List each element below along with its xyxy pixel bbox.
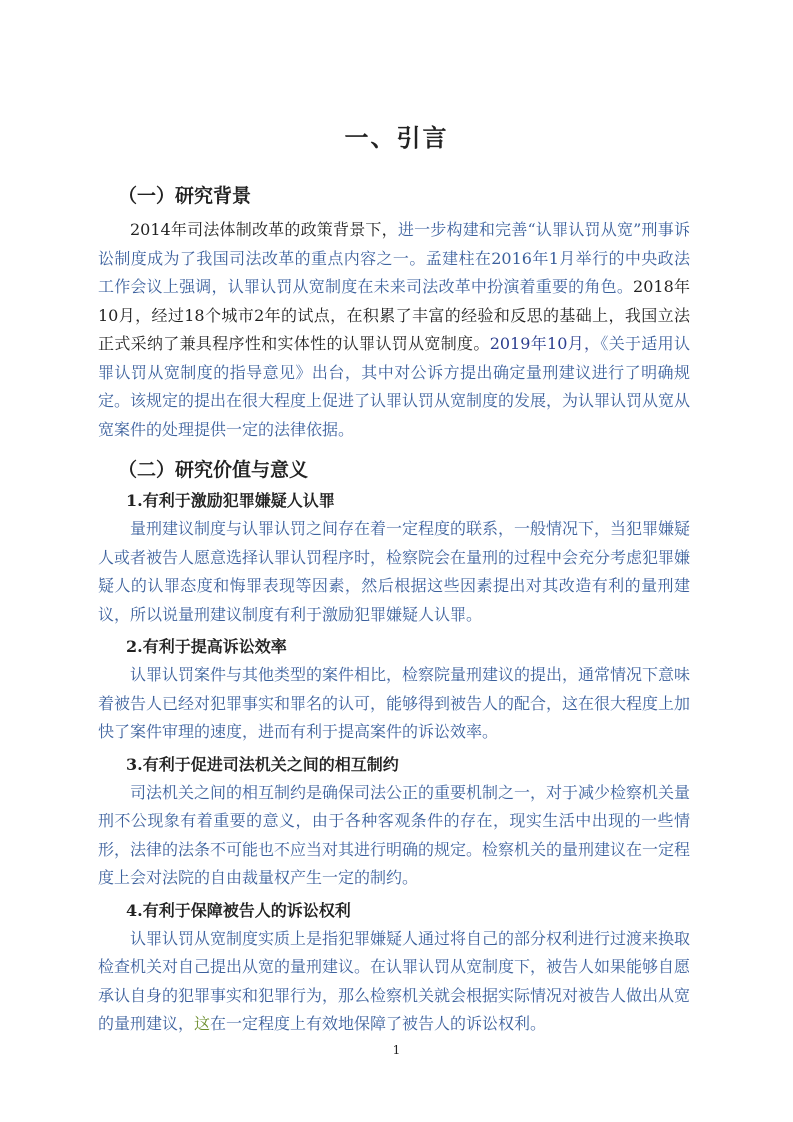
value-paragraph-4: [98, 925, 690, 1039]
sub-heading-2: 2.有利于提高诉讼效率: [126, 637, 287, 656]
page-number: 1: [392, 1043, 401, 1057]
chapter-title: 一、引言: [344, 123, 449, 152]
value-paragraph-2: 认罪认罚案件与其他类型的案件相比，检察院量刑建议的提出，通常情况下意味着被告人已经对犯罪事实和罪名的认可，能够得到被告人的配合，这在很大程度上加快了案件审理的速度，进而有利于提高案件的诉讼效率。: [98, 665, 691, 741]
value-text-4a: 认罪认罚从宽制度实质上是指犯罪嫌疑人通过将自己的部分权利进行过渡来换取检查机关对自己提出从宽的量刑建议。在认罪认罚从宽制度下，被告人如果能够自愿承认自身的犯罪事实和犯罪行为，那么检察机关就会根据实际情况对被告人做出从宽的量刑建议，: [98, 928, 691, 1033]
section-heading-value: （二）研究价值与意义: [118, 459, 309, 481]
value-paragraph-3: 司法机关之间的相互制约是确保司法公正的重要机制之一，对于减少检察机关量刑不公现象有着重要的意义，由于各种客观条件的存在，现实生活中出现的一些情形，法律的法条不可能也不应当对其进行明确的规定。检察机关的量刑建议在一定程度上会对法院的自由裁量权产生一定的制约。: [98, 782, 691, 887]
section-heading-background: （一）研究背景: [118, 185, 252, 207]
background-text-5: 《关于适用认罪认罚从宽制度的指导意见》出台，其中对公诉方提出确定量刑建议进行了明确规定。该规定的提出在很大程度上促进了认罪认罚从宽制度的发展，为认罪认罚从宽从宽案件的处理提供一定的法律依据。: [98, 334, 691, 439]
background-text-1: 2014年司法体制改革的政策背景下，: [130, 220, 398, 239]
background-text-2: 进一步构建和完善“认罪认罚从宽”刑事诉讼制度成为了我国司法改革的重点内容之一。孟建柱在2016年1月举行的中央政法工作会议上强调，认罪认罚从宽制度在未来司法改革中扮演着重要的角色。: [98, 220, 690, 296]
background-text-3: 2018年10月，经过18个城市2年的试点，在积累了丰富的经验和反思的基础上，我国立法正式采纳了兼具程序性和实体性的认罪认罚从宽制度。: [98, 277, 690, 353]
sub-heading-1: 1.有利于激励犯罪嫌疑人认罪: [126, 491, 335, 510]
background-paragraph: [98, 216, 690, 444]
sub-heading-3: 3.有利于促进司法机关之间的相互制约: [126, 754, 399, 774]
value-text-4c: 在一定程度上有效地保障了被告人的诉讼权利。: [210, 1014, 547, 1033]
value-text-4b: 这: [194, 1014, 211, 1033]
value-paragraph-1: 量刑建议制度与认罪认罚之间存在着一定程度的联系，一般情况下，当犯罪嫌疑人或者被告人愿意选择认罪认罚程序时，检察院会在量刑的过程中会充分考虑犯罪嫌疑人的认罪态度和悔罪表现等因素，然后根据这些因素提出对其改造有利的量刑建议，所以说量刑建议制度有利于激励犯罪嫌疑人认罪。: [98, 519, 691, 624]
content-body: [98, 180, 690, 1042]
background-text-4: 2019年10月，: [489, 334, 601, 353]
sub-heading-4: 4.有利于保障被告人的诉讼权利: [126, 900, 351, 920]
